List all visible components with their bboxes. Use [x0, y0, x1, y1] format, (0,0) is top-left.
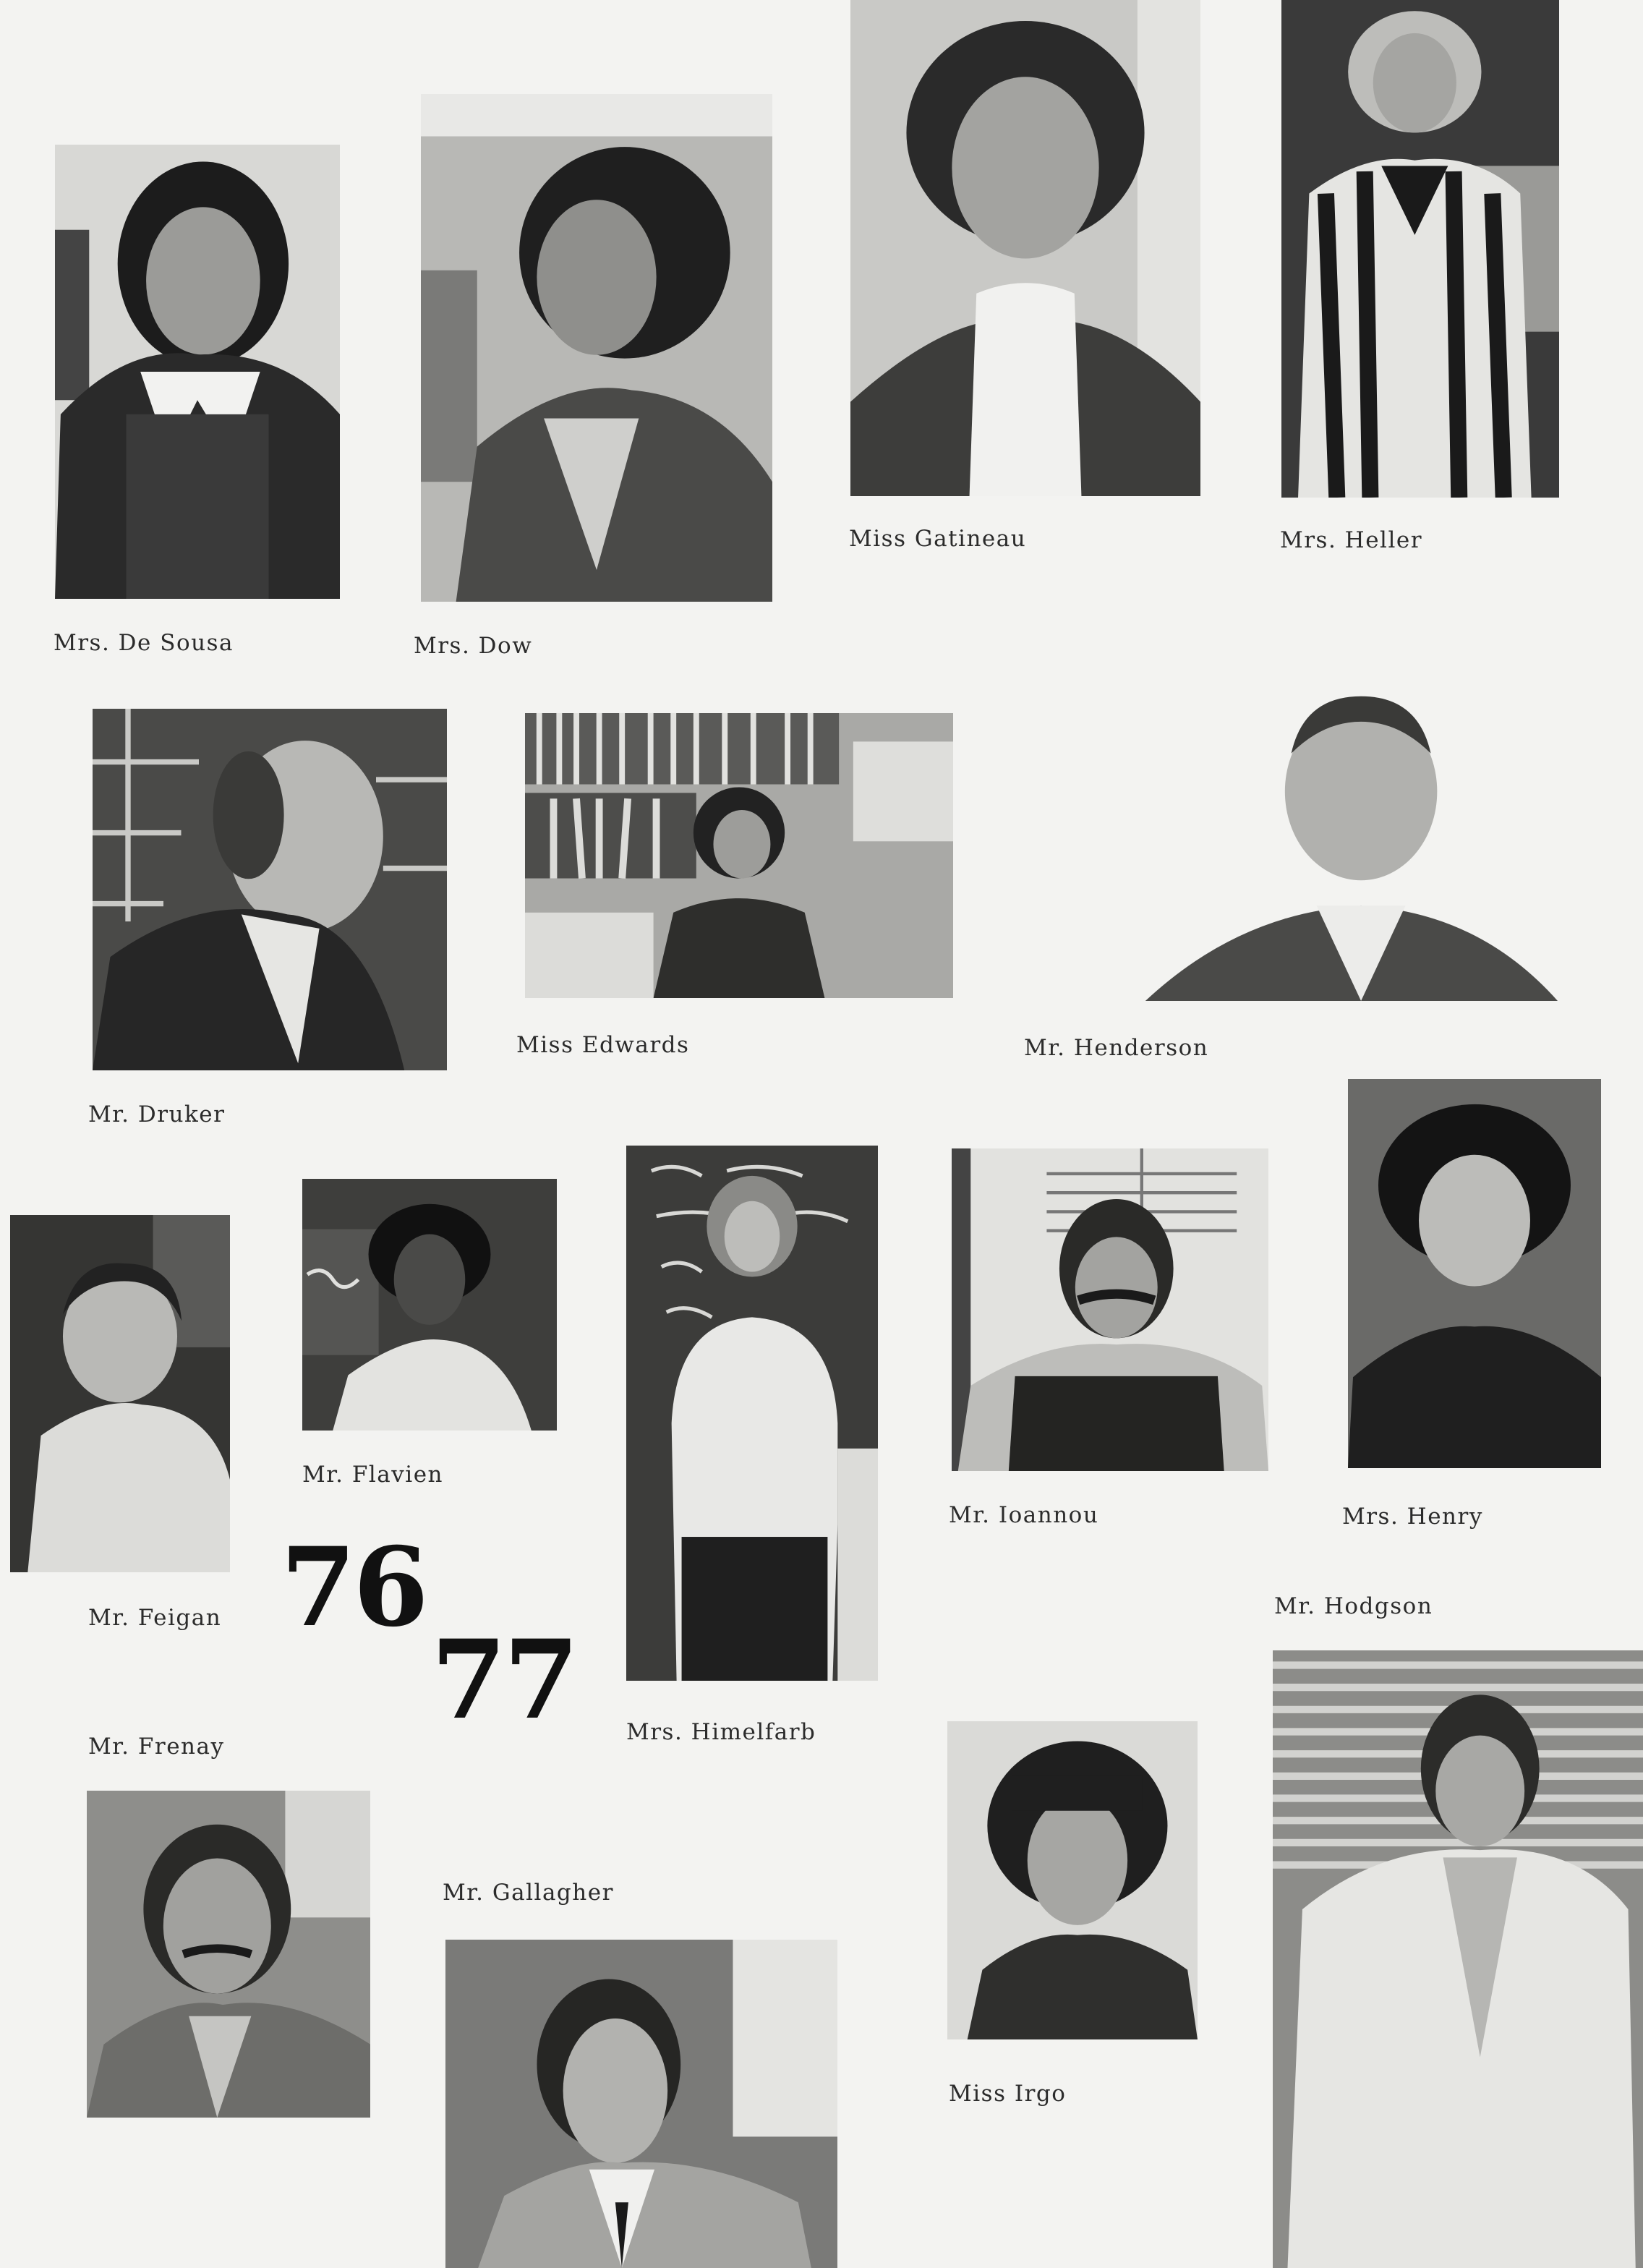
photo-himelfarb: [626, 1146, 878, 1681]
photo-irgo: [947, 1721, 1198, 2039]
photo-flavien: [302, 1179, 557, 1431]
caption-frenay: Mr. Frenay: [88, 1734, 225, 1760]
year-77: 77: [431, 1616, 576, 1744]
photo-gatineau: [850, 0, 1200, 496]
photo-ioannou: [952, 1148, 1268, 1471]
caption-henry: Mrs. Henry: [1342, 1504, 1483, 1530]
photo-heller: [1281, 0, 1559, 498]
caption-henderson: Mr. Henderson: [1024, 1035, 1209, 1061]
caption-irgo: Miss Irgo: [949, 2081, 1067, 2107]
caption-hodgson: Mr. Hodgson: [1274, 1593, 1433, 1619]
caption-flavien: Mr. Flavien: [302, 1462, 444, 1488]
photo-gallagher: [445, 1940, 837, 2268]
photo-edwards: [525, 713, 953, 998]
photo-feigan: [10, 1215, 230, 1572]
photo-desousa: [55, 145, 340, 599]
caption-dow: Mrs. Dow: [414, 633, 533, 659]
caption-feigan: Mr. Feigan: [88, 1605, 222, 1631]
photo-henderson: [1114, 690, 1558, 1001]
photo-frenay: [87, 1791, 370, 2118]
photo-henry: [1348, 1079, 1601, 1468]
photo-hodgson: [1273, 1650, 1643, 2268]
caption-edwards: Miss Edwards: [516, 1032, 690, 1058]
caption-desousa: Mrs. De Sousa: [54, 630, 234, 656]
caption-heller: Mrs. Heller: [1280, 527, 1423, 553]
photo-dow: [421, 94, 772, 602]
photo-druker: [93, 709, 447, 1070]
caption-gallagher: Mr. Gallagher: [443, 1880, 614, 1906]
year-76: 76: [281, 1524, 426, 1651]
caption-ioannou: Mr. Ioannou: [949, 1502, 1099, 1528]
caption-himelfarb: Mrs. Himelfarb: [626, 1719, 816, 1745]
caption-gatineau: Miss Gatineau: [849, 526, 1027, 552]
caption-druker: Mr. Druker: [88, 1101, 226, 1127]
